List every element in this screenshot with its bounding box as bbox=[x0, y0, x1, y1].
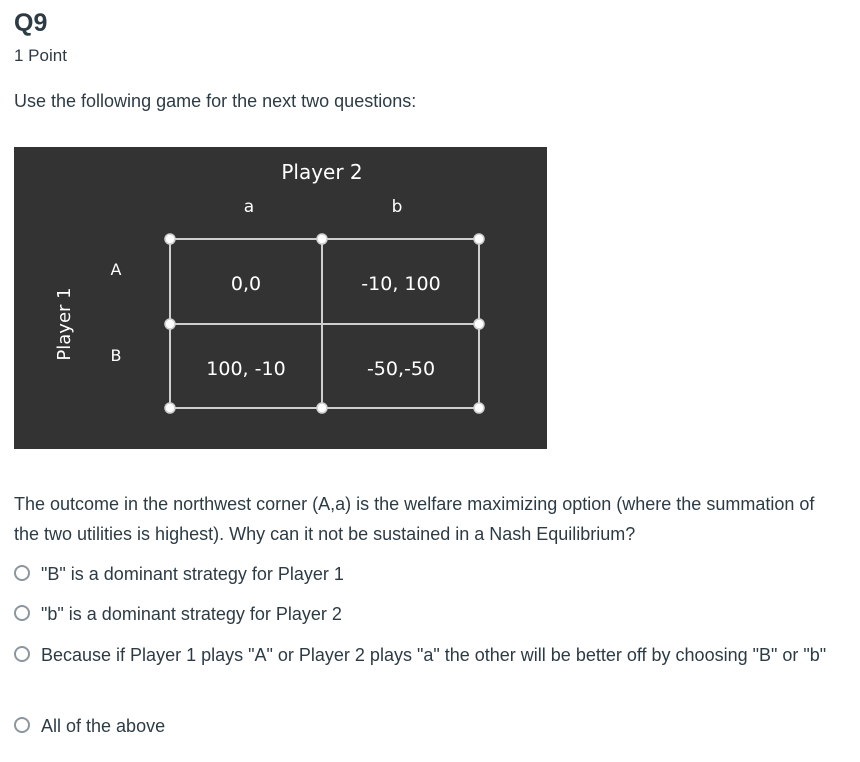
column-b-label: b bbox=[391, 197, 403, 217]
radio-button-icon[interactable] bbox=[14, 565, 30, 581]
radio-button-icon[interactable] bbox=[14, 605, 30, 621]
question-body: The outcome in the northwest corner (A,a) is the welfare maximizing option (where the summation of the two utilities is highest). Why can it not be sustained in a Nash Equilibrium? bbox=[14, 494, 815, 544]
answer-option-4[interactable] bbox=[14, 712, 854, 741]
answer-label[interactable]: Because if Player 1 plays "A" or Player 2 plays "a" the other will be better off by choosing "B" or "b" bbox=[41, 645, 827, 665]
player2-label: Player 2 bbox=[281, 160, 363, 184]
cell-A-b: -10, 100 bbox=[361, 273, 441, 295]
radio-button-icon[interactable] bbox=[14, 646, 30, 662]
answer-label[interactable]: "b" is a dominant strategy for Player 2 bbox=[41, 604, 342, 624]
game-matrix-svg bbox=[14, 147, 547, 449]
game-matrix-figure bbox=[14, 147, 547, 449]
question-title: Q9 bbox=[14, 9, 48, 37]
row-B-label: B bbox=[110, 346, 122, 365]
cell-A-a: 0,0 bbox=[230, 273, 262, 295]
answer-label[interactable]: "B" is a dominant strategy for Player 1 bbox=[41, 564, 344, 584]
question-points: 1 Point bbox=[14, 46, 67, 65]
row-A-label: A bbox=[110, 260, 122, 279]
player1-label: Player 1 bbox=[54, 287, 75, 361]
cell-B-a: 100, -10 bbox=[206, 358, 286, 380]
answer-label[interactable]: All of the above bbox=[41, 716, 166, 736]
answer-option-3[interactable] bbox=[14, 641, 854, 670]
answer-option-2[interactable] bbox=[14, 600, 854, 629]
radio-button-icon[interactable] bbox=[14, 717, 30, 733]
payoff-grid bbox=[170, 239, 479, 408]
answer-option-1[interactable] bbox=[14, 560, 854, 589]
question-intro: Use the following game for the next two questions: bbox=[14, 91, 417, 111]
column-a-label: a bbox=[243, 197, 255, 217]
cell-B-b: -50,-50 bbox=[366, 358, 436, 380]
